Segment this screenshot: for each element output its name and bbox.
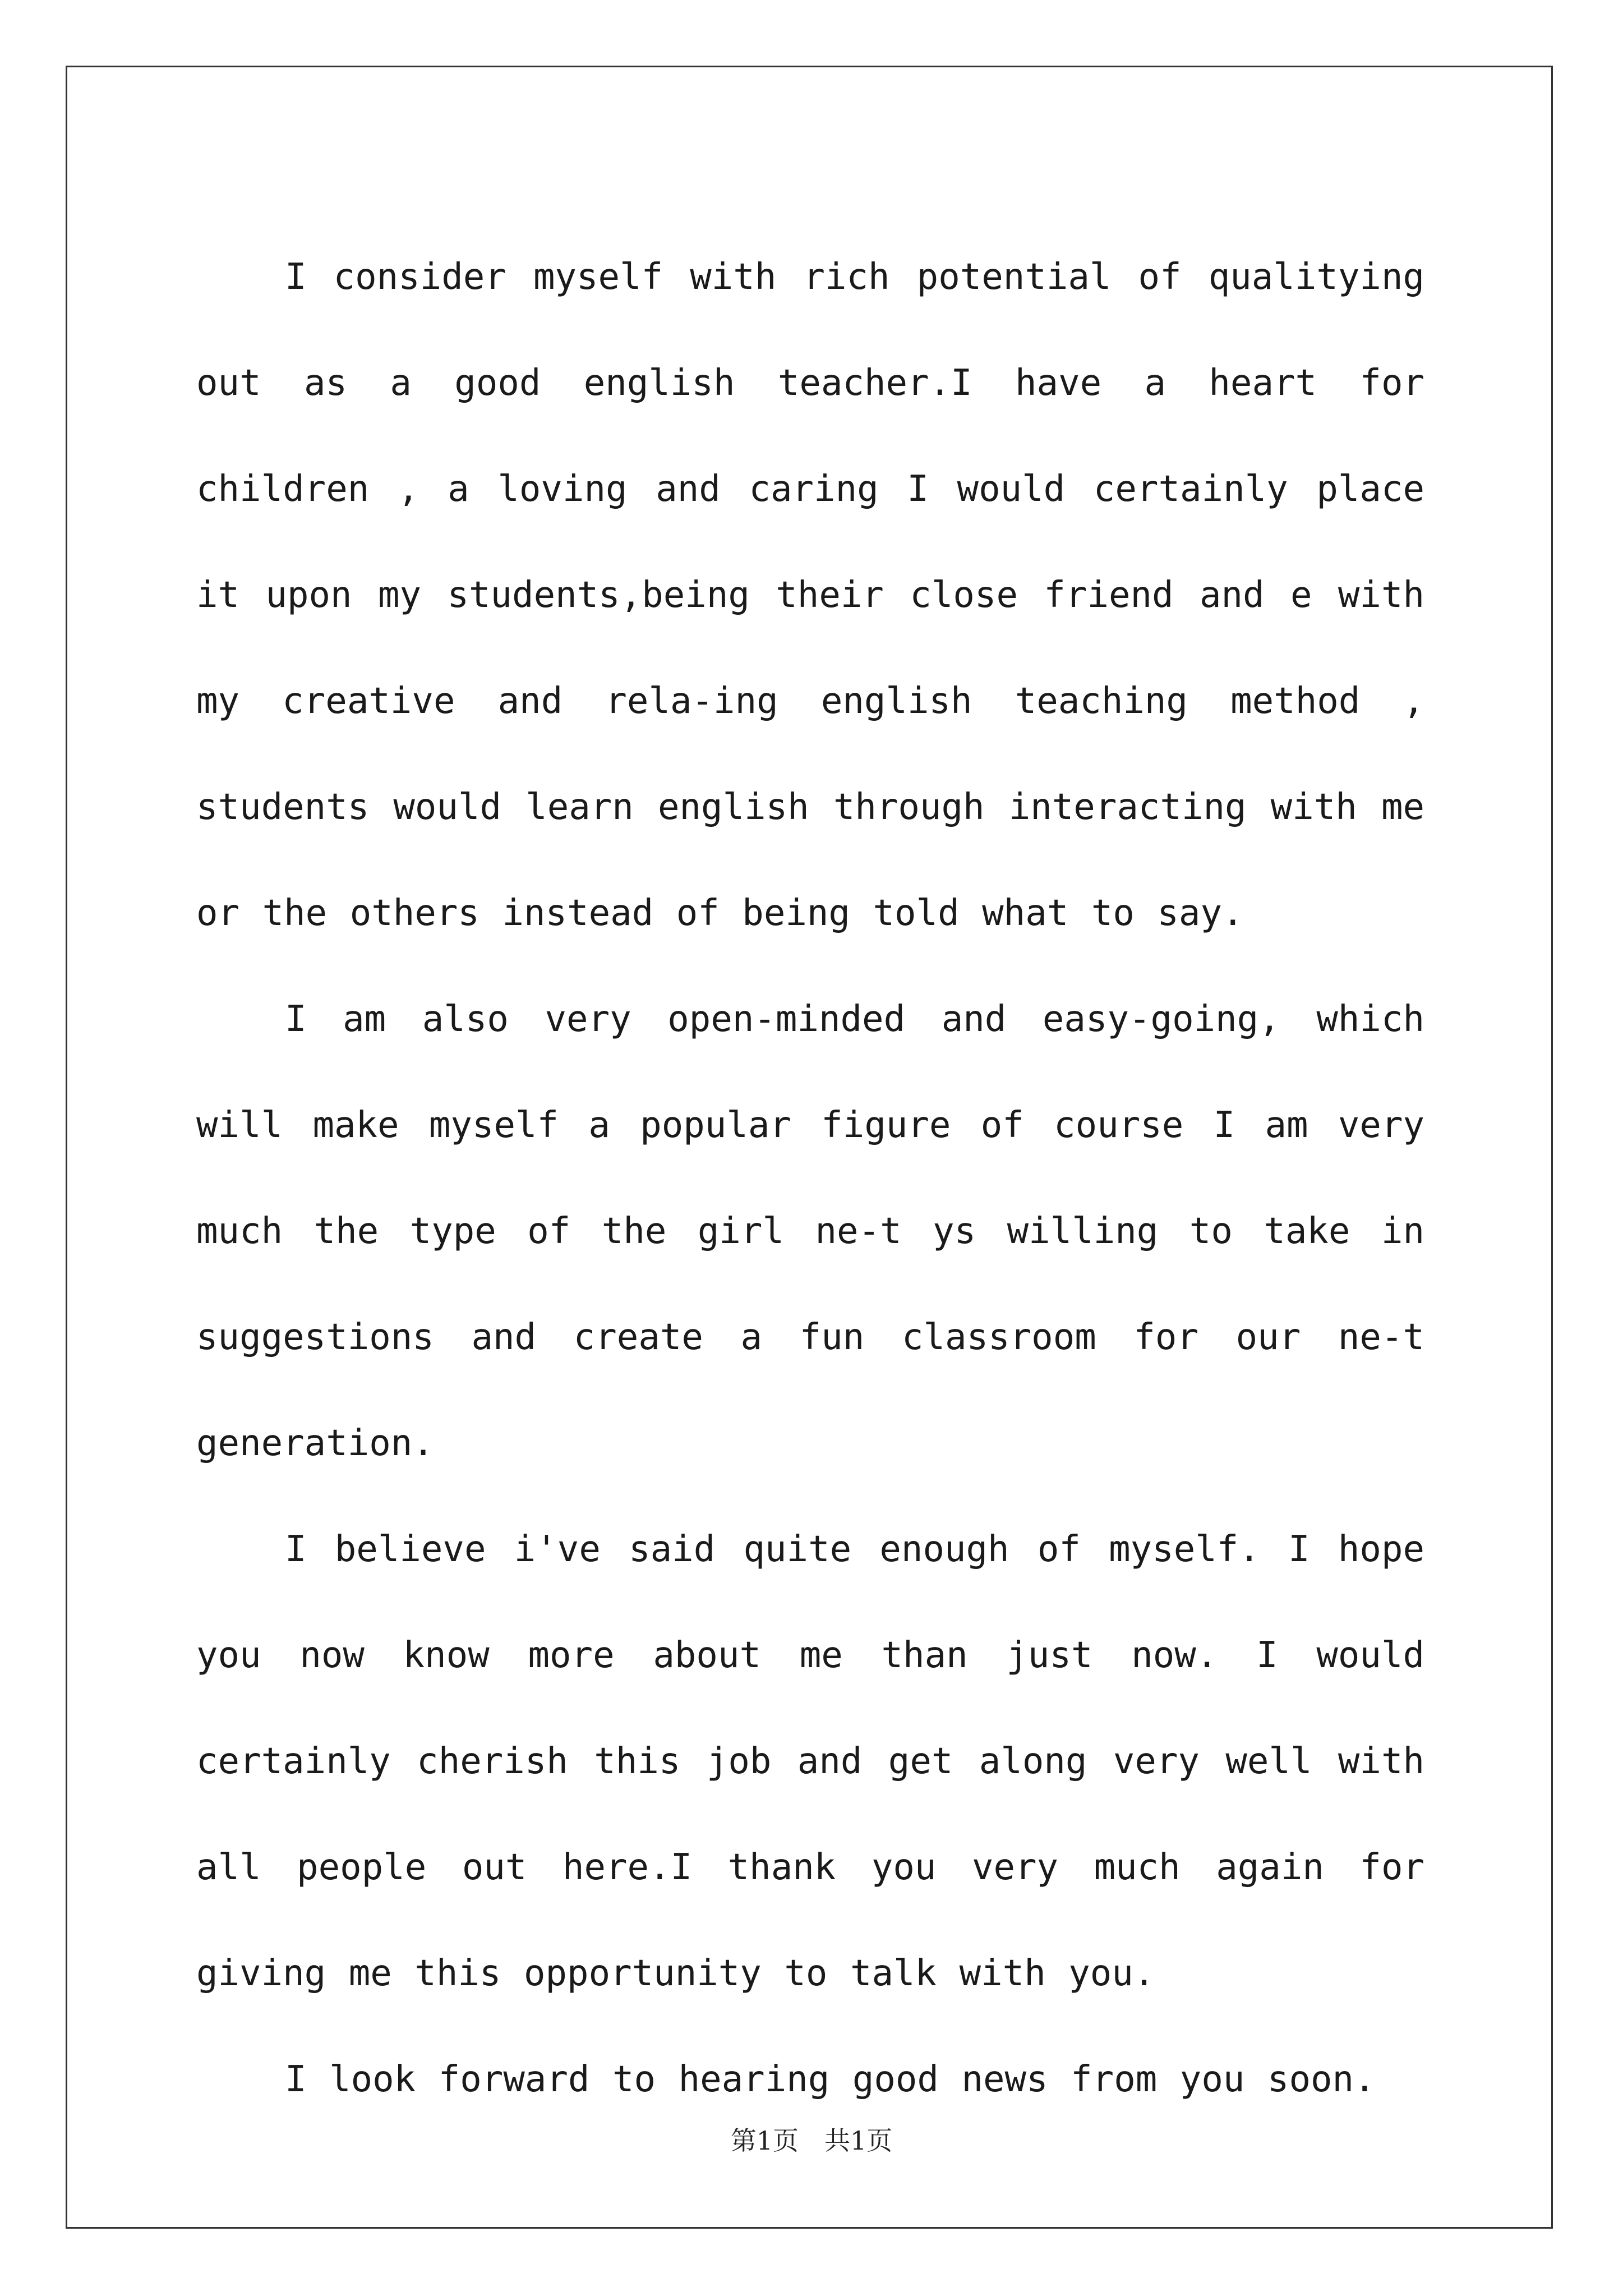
paragraph-1: I consider myself with rich potential of qualitying out as a good english teacher.I have a heart for children , a loving and caring I would certainly place it upon my students,being their close friend and e with my creative and rela-ing english teaching method , students would learn english through interacting with me or the others instead of being told what to say.: [196, 256, 1424, 934]
document-body: [196, 224, 1424, 2133]
paragraph-4: I look forward to hearing good news from you soon.: [285, 2059, 1376, 2100]
paragraph-2: I am also very open-minded and easy-going, which will make myself a popular figure of course I am very much the type of the girl ne-t ys willing to take in suggestions and create a fun classroom for our ne-t generation.: [196, 999, 1424, 1464]
page-number-footer: 第1页 共1页: [730, 2125, 893, 2156]
paragraph-3: I believe i've said quite enough of myself. I hope you now know more about me than just now. I would certainly cherish this job and get along very well with all people out here.I thank you very much again for giving me this opportunity to talk with you.: [196, 1529, 1424, 1994]
